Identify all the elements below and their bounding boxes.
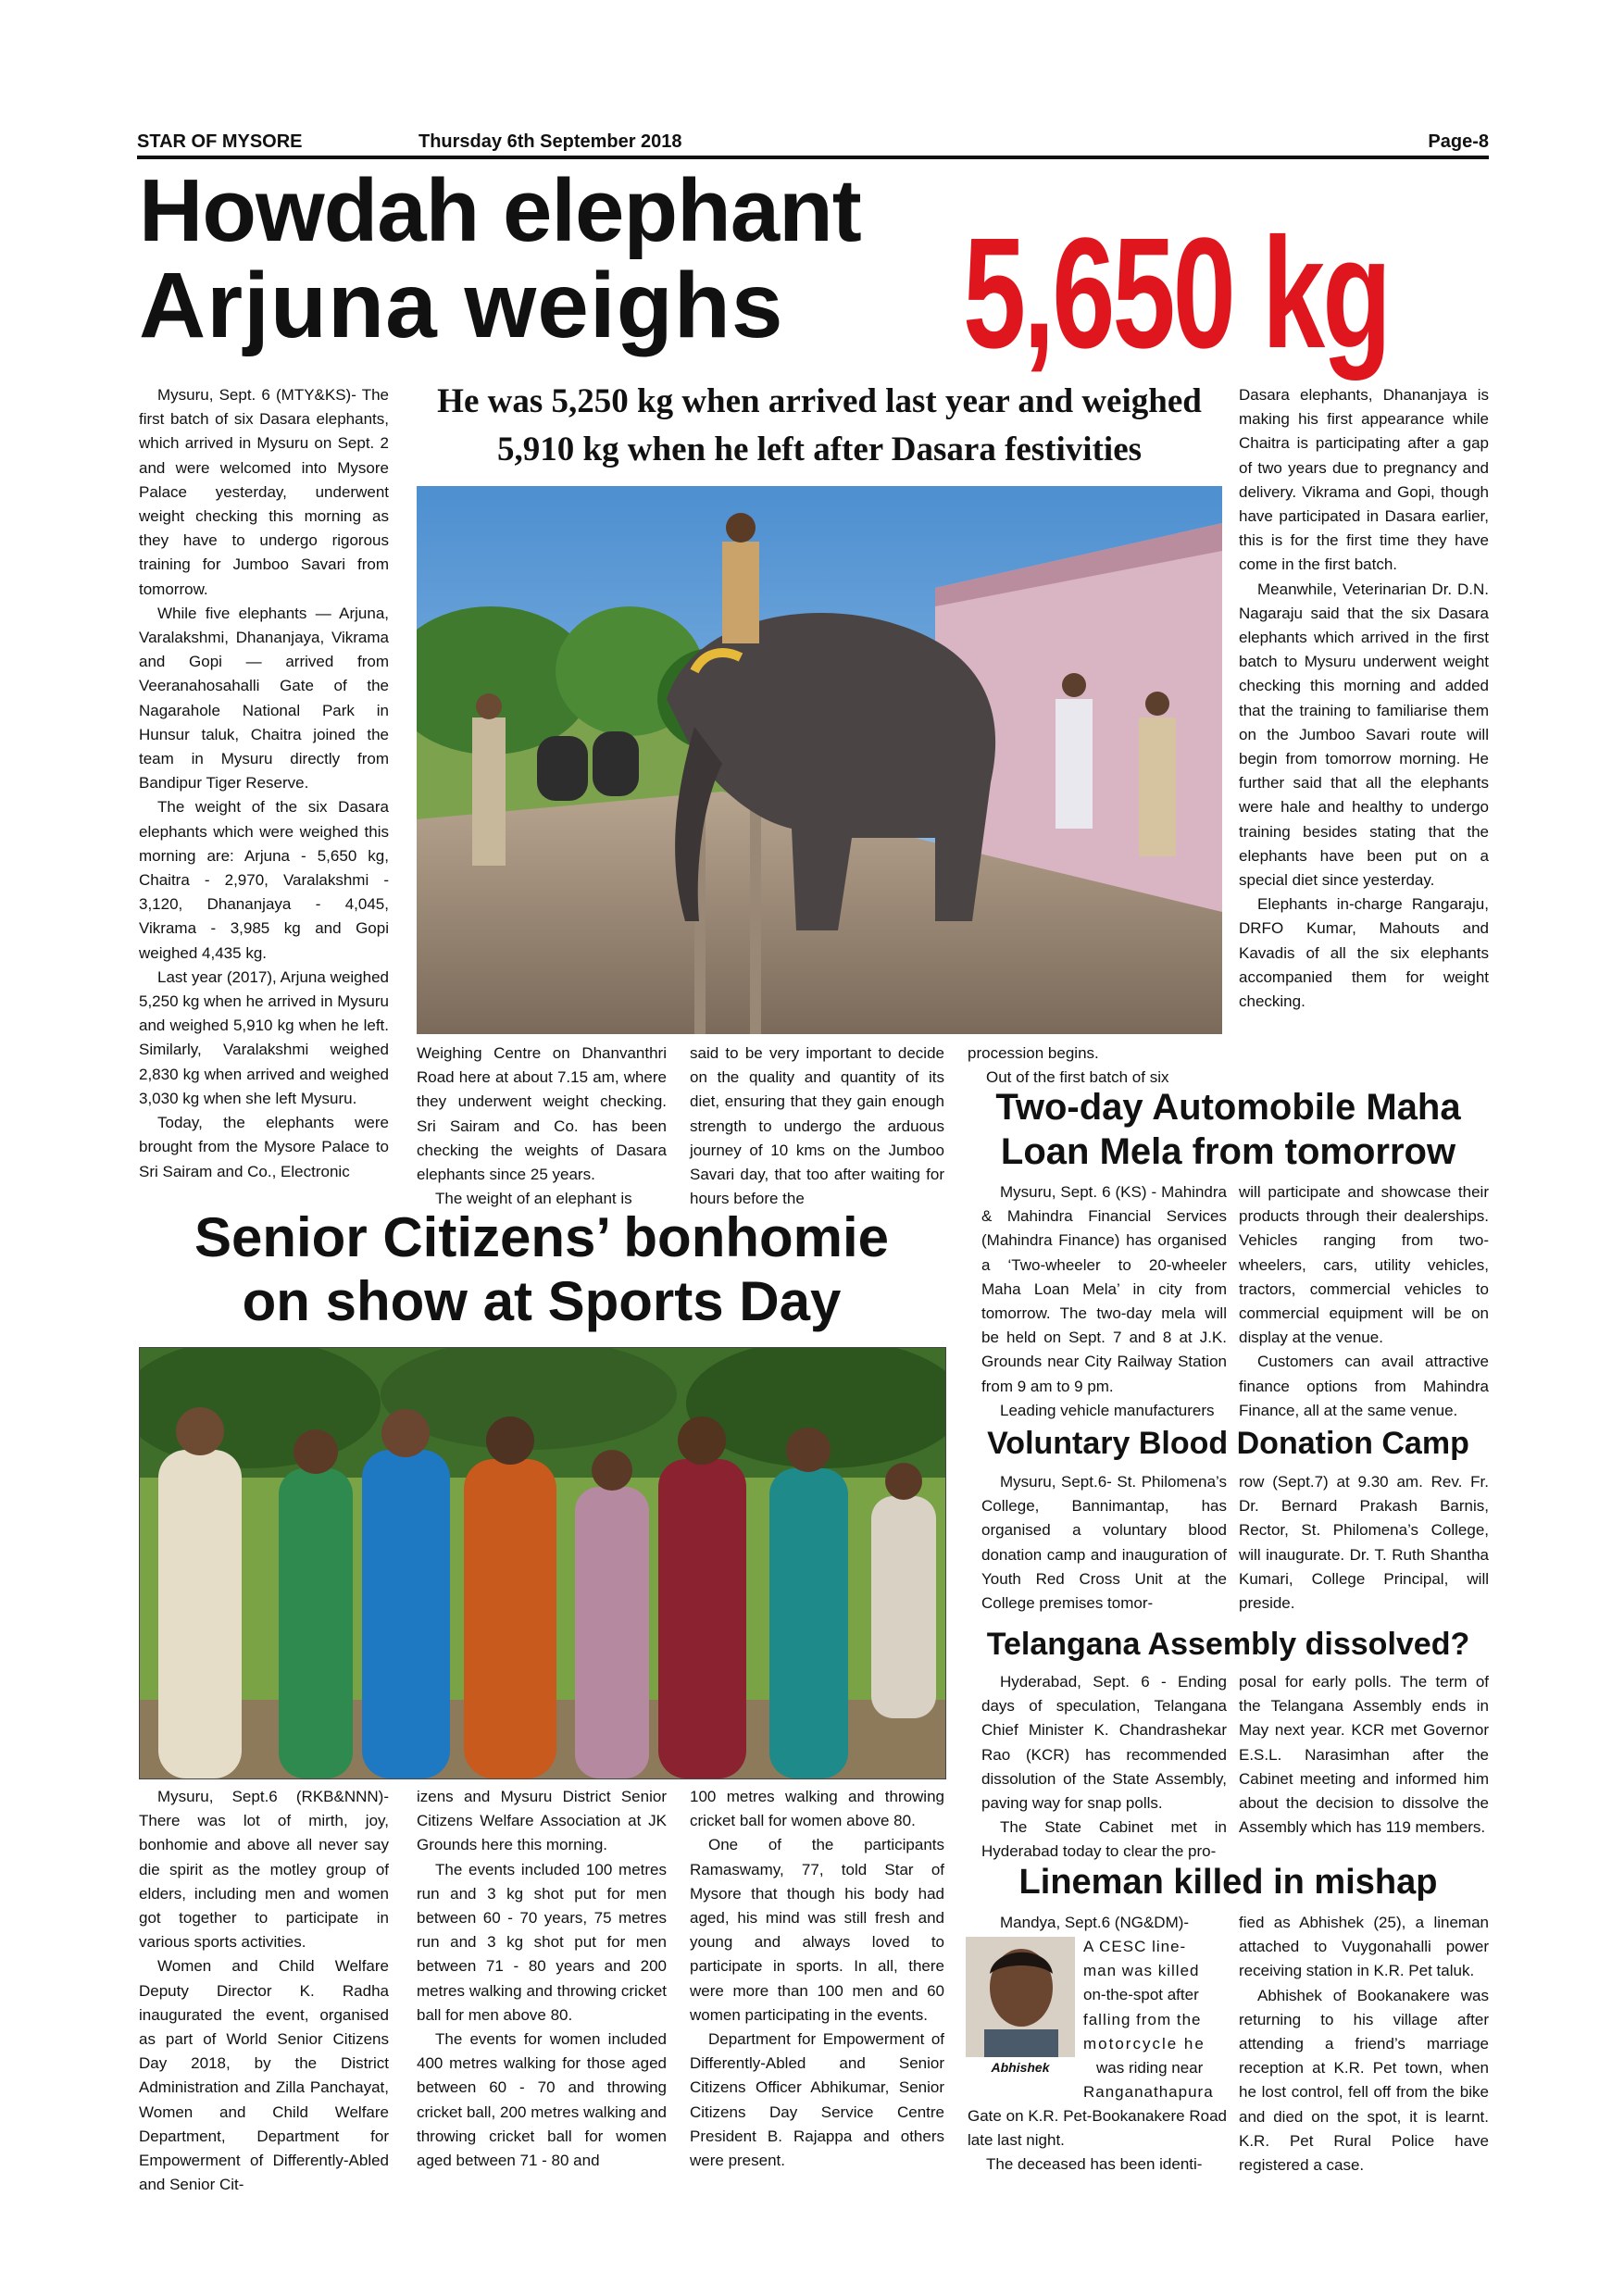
loan-mela-column-1 [981,1180,1227,1423]
sports-day-photo-illustration [140,1348,945,1778]
paragraph: The deceased has been identi- [986,2155,1203,2174]
seniors-headline-line2: on show at Sports Day [242,1270,842,1332]
wrap-line: A CESC line- [1083,1938,1187,1955]
paragraph: Mysuru, Sept.6- St. Philomena’s College, Bannimantap, has organised a voluntary blood donation camp and inauguration of Youth Red Cross Unit at the College premises tomor- [981,1473,1227,1613]
elephant-weighing-photo [417,486,1222,1034]
loan-mela-headline [968,1085,1489,1174]
photo-caption: Abhishek [991,2060,1050,2075]
seniors-column-1 [139,1785,389,2197]
lead-column-5 [1239,383,1489,1014]
paragraph: Department for Empowerment of Differently-Abled and Senior Citizens Officer Abhikumar, Senior Citizens Day Service Centre President B. Rajappa and others were present. [690,2030,944,2170]
paragraph: will participate and showcase their products through their dealerships. Vehicles ranging from two-wheelers, cars, utility vehicles, tractors, commercial vehicles to commercial equipment will be on display at the venue. [1239,1183,1489,1347]
wrap-line: motorcycle he [1083,2034,1206,2053]
paragraph: The events included 100 metres run and 3 kg shot put for men between 60 - 70 years, 75 metres run and 3 kg shot put for men between 71 - 80 years and 200 metres walking and throwing cricket ball for men above 80. [417,1860,667,2024]
paragraph: 100 metres walking and throwing cricket ball for women above 80. [690,1788,944,1830]
lineman-column-2 [1239,1911,1489,2177]
loan-mela-column-2 [1239,1180,1489,1423]
paragraph: Leading vehicle manufacturers [1000,1401,1215,1419]
lead-subhead: He was 5,250 kg when arrived last year and weighed 5,910 kg when he left after Dasara festivities [437,382,1202,468]
wrap-line: Ranganathapura [1083,2083,1214,2102]
paragraph: Today, the elephants were brought from the Mysore Palace to Sri Sairam and Co., Electronic [139,1114,389,1180]
paragraph: Hyderabad, Sept. 6 - Ending days of speculation, Telangana Chief Minister K. Chandrashekar Rao (KCR) has recommended dissolution of the State Assembly, paving way for snap polls. [981,1673,1227,1813]
loan-mela-headline-line1: Two-day Automobile Maha [995,1087,1461,1128]
page-number: Page-8 [1428,131,1489,152]
paragraph: Dasara elephants, Dhananjaya is making his first appearance while Chaitra is participating after a gap of two years due to pregnancy and delivery. Vikrama and Gopi, though have participated in Dasara earlier, this is for the first time they have come in the first batch. [1239,386,1489,574]
paragraph: Meanwhile, Veterinarian Dr. D.N. Nagaraju said that the six Dasara elephants which arrived in the first batch to Mysuru underwent weight checking this morning and added that the training to familiarise them on the Jumboo Savari route will begin from tomorrow morning. He further said that all the elephants were hale and healthy to undergo training besides stating that the elephants have been put on a special diet since yesterday. [1239,580,1489,890]
paragraph: Mysuru, Sept. 6 (KS) - Mahindra & Mahindra Financial Services (Mahindra Finance) has organised a ‘Two-wheeler to 20-wheeler Maha Loan Mela’ in city from tomorrow. The two-day mela will be held on Sept. 7 and 8 at J.K. Grounds near City Railway Station from 9 am to 9 pm. [981,1183,1227,1395]
paragraph: Mysuru, Sept. 6 (MTY&KS)- The first batch of six Dasara elephants, which arrived in Mysuru on Sept. 2 and were welcomed into Mysore Palace yesterday, underwent weight checking this morning as they have to undergo rigorous training for Jumboo Savari from tomorrow. [139,386,389,598]
lead-column-2 [417,1042,667,1211]
paragraph: fied as Abhishek (25), a lineman attached to Vuygonahalli power receiving station in K.R. Pet taluk. [1239,1914,1489,1980]
paragraph: One of the participants Ramaswamy, 77, told Star of Mysore that though his body had aged, his mind was still fresh and young and always loved to participate in sports. In all, there were more than 100 men and 60 women participating in the events. [690,1836,944,2024]
wrap-line: was riding near [1096,2059,1204,2078]
sports-day-photo [139,1347,946,1779]
wrap-line: man was killed [1083,1962,1200,1980]
paragraph: Abhishek of Bookanakere was returning to his village after attending a friend’s marriage reception at K.R. Pet town, when he lost control, fell off from the bike and died on the spot, it is learnt. K.R. Pet Rural Police have registered a case. [1239,1986,1489,2175]
lineman-wrap-text [1083,1935,1227,2104]
paragraph: Out of the first batch of six [986,1068,1169,1087]
loan-mela-headline-line2: Loan Mela from tomorrow [1000,1131,1456,1172]
lineman-photo-frame [966,1937,1075,2078]
elephant-photo-illustration [417,486,1222,1034]
paragraph: said to be very important to decide on the quality and quantity of its diet, ensuring that they gain enough strength to undergo the arduous journey of 10 kms on the Jumboo Savari day, that too after waiting for hours before the [690,1044,944,1208]
masthead [137,128,1489,156]
paragraph: The weight of an elephant is [435,1190,632,1208]
telangana-headline: Telangana Assembly dissolved? [986,1627,1470,1662]
lead-weight-figure: 5,650 kg [963,206,1390,381]
paragraph: Last year (2017), Arjuna weighed 5,250 kg when he arrived in Mysuru and weighed 5,910 kg when he left. Similarly, Varalakshmi weighed 2,830 kg when arrived and weighed 3,030 kg when she left Mysuru. [139,967,389,1107]
lineman-column-1-rest [968,2104,1227,2177]
blood-camp-column-1 [981,1470,1227,1616]
paragraph: row (Sept.7) at 9.30 am. Rev. Fr. Dr. Bernard Prakash Barnis, Rector, St. Philomena’s College, will inaugurate. Dr. T. Ruth Shantha Kumari, College Principal, will preside. [1239,1473,1489,1613]
seniors-column-2 [417,1785,667,2173]
paragraph: Mysuru, Sept.6 (RKB&NNN)- There was lot of mirth, joy, bonhomie and above all never say die spirit as the motley group of elders, including men and women got together to participate in various sports activities. [139,1788,389,1952]
paragraph: Customers can avail attractive finance options from Mahindra Finance, all at the same venue. [1239,1353,1489,1419]
paragraph: The weight of the six Dasara elephants which were weighed this morning are: Arjuna - 5,650 kg, Chaitra - 2,970, Varalakshmi - 3,120, Dhananjaya - 4,045, Vikrama - 3,985 kg and Gopi weighed 4,435 kg. [139,798,389,962]
abhishek-photo [966,1937,1075,2057]
lead-column-3 [690,1042,944,1211]
wrap-line: on-the-spot after [1083,1986,1199,2004]
paragraph: While five elephants — Arjuna, Varalakshmi, Dhananjaya, Vikrama and Gopi — arrived from Veeranahosahalli Gate of the Nagarahole National Park in Hunsur taluk, Chaitra joined the team in Mysuru directly from Bandipur Tiger Reserve. [139,604,389,792]
lead-headline-line1: Howdah elephant [139,161,861,260]
paragraph: The State Cabinet met in Hyderabad today to clear the pro- [981,1818,1227,1861]
wrap-line: falling from the [1083,2010,1202,2028]
paragraph: procession begins. [968,1044,1099,1062]
seniors-headline-line1: Senior Citizens’ bonhomie [194,1206,890,1268]
lead-headline-line2: Arjuna weighs [139,254,784,357]
seniors-headline [139,1205,944,1333]
paragraph: Weighing Centre on Dhanvanthri Road here at about 7.15 am, where they underwent weight checking. Sri Sairam and Co. has been checking the weights of Dasara elephants since 25 years. [417,1044,667,1184]
lineman-dateline: Mandya, Sept.6 (NG&DM)- [1000,1914,1190,1931]
paragraph: Women and Child Welfare Deputy Director K. Radha inaugurated the event, organised as part of World Senior Citizens Day 2018, by the District Administration and Zilla Panchayat, Women and Child Welfare Department, Department for Empowerment of Differently-Abled and Senior Cit- [139,1957,389,2194]
lead-column-4 [968,1042,1222,1090]
paper-name: STAR OF MYSORE [137,131,303,152]
telangana-column-1 [981,1670,1227,1865]
paragraph: The events for women included 400 metres walking for those aged between 60 - 70 and throwing cricket ball, 200 metres walking and throwing cricket ball for women aged between 71 - 80 and [417,2030,667,2170]
paragraph: izens and Mysuru District Senior Citizens Welfare Association at JK Grounds here this morning. [417,1788,667,1854]
blood-camp-column-2 [1239,1470,1489,1616]
telangana-column-2 [1239,1670,1489,1840]
lineman-headline: Lineman killed in mishap [1018,1863,1438,1902]
paragraph: Gate on K.R. Pet-Bookanakere Road late last night. [968,2107,1227,2150]
seniors-column-3 [690,1785,944,2173]
masthead-rule [137,156,1489,159]
paragraph: posal for early polls. The term of the Telangana Assembly ends in May next year. KCR met Governor E.S.L. Narasimhan after the Cabinet meeting and informed him about the decision to dissolve the Assembly which has 119 members. [1239,1673,1489,1837]
blood-camp-headline: Voluntary Blood Donation Camp [987,1426,1469,1461]
lead-column-1 [139,383,389,1184]
issue-date: Thursday 6th September 2018 [418,131,682,152]
paragraph: Elephants in-charge Rangaraju, DRFO Kumar, Mahouts and Kavadis of all the six elephants accompanied them for weight checking. [1239,895,1489,1011]
